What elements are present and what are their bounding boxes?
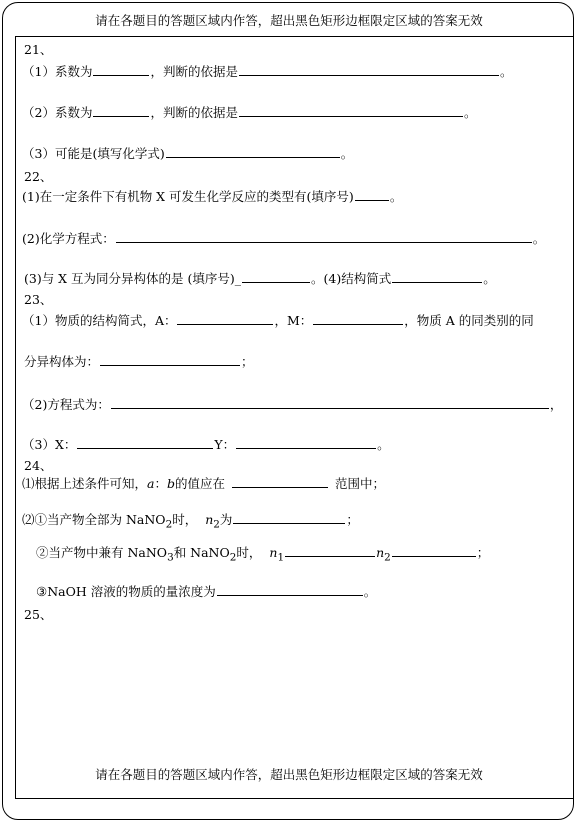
q23-x-blank[interactable] [77, 435, 213, 449]
q25-number: 25、 [24, 607, 53, 622]
sub: 3 [167, 551, 174, 564]
period: 。 [499, 64, 513, 79]
q24-conc-blank[interactable] [217, 582, 363, 596]
comma: ， [549, 397, 563, 412]
q22-p2-blank[interactable] [116, 229, 532, 243]
semicolon: ； [241, 354, 254, 369]
q23-part1-cont [24, 352, 254, 370]
q21-part2 [22, 103, 476, 121]
q24-n1-blank[interactable] [285, 543, 375, 557]
q23-part1 [22, 311, 534, 329]
q21-p2-blank1[interactable] [93, 103, 149, 117]
q23-m-blank[interactable] [313, 311, 403, 325]
q21-number: 21、 [24, 42, 53, 57]
q22-part2 [22, 229, 545, 247]
var-a: a [147, 476, 155, 491]
sub: 2 [213, 518, 220, 531]
q21-p1-blank1[interactable] [93, 62, 149, 76]
q21-p1-label2: ，判断的依据是 [150, 64, 238, 79]
q24-range-blank[interactable] [232, 474, 328, 488]
semicolon: ； [476, 545, 490, 560]
top-notice: 请在各题目的答题区域内作答，超出黑色矩形边框限定区域的答案无效 [95, 13, 483, 28]
q21-p1-blank2[interactable] [239, 62, 499, 76]
period: 。 [532, 231, 546, 246]
q22-p3-label: (3)与 X 互为同分异构体的是 (填序号)_ [24, 271, 242, 286]
q24-n2b-blank[interactable] [392, 543, 476, 557]
sub: 2 [165, 518, 173, 531]
colon: ： [154, 476, 167, 491]
q23-number: 23、 [24, 292, 53, 307]
q22-p2-label: (2)化学方程式： [22, 231, 115, 246]
var-n2: n [376, 545, 385, 560]
q21-p3-blank[interactable] [166, 144, 340, 158]
q22-p4-label: (4)结构简式 [323, 271, 392, 286]
sub: 2 [229, 551, 237, 564]
period: 。 [340, 146, 354, 161]
q23-p1-label: （1）物质的结构简式，A： [22, 313, 177, 328]
period: 。 [311, 271, 324, 286]
q24-part2 [22, 510, 359, 531]
q21-part3 [22, 144, 353, 162]
q21-p1-label: （1）系数为 [22, 64, 93, 79]
q24-n2-blank[interactable] [233, 510, 345, 524]
q22-number: 22、 [24, 169, 53, 184]
q23-p1-label2: ，物质 A 的同类别的同 [404, 313, 534, 328]
period: 。 [483, 271, 496, 286]
q22-p1-blank[interactable] [355, 187, 389, 201]
q23-isomer-blank[interactable] [100, 352, 240, 366]
q24-p1-label: ⑴根据上述条件可知， [22, 476, 148, 491]
q23-a-blank[interactable] [177, 311, 273, 325]
q23-p2-blank[interactable] [111, 395, 549, 409]
q23-x-label: （3）X： [22, 437, 77, 452]
q24-part3 [36, 543, 489, 564]
q24-p2-label3: 为 [219, 512, 233, 527]
q21-p2-label2: ，判断的依据是 [150, 105, 238, 120]
q22-p3-blank1[interactable] [242, 269, 310, 283]
var-n1: n [269, 545, 278, 560]
q24-p2-label: ⑵①当产物全部为 NaNO [22, 512, 166, 527]
q22-part3 [24, 269, 496, 287]
semicolon: ； [346, 512, 359, 527]
sub: 1 [277, 551, 285, 564]
q23-m-label: ，M： [274, 313, 313, 328]
q24-p1-label3: 范围中； [335, 476, 386, 491]
q24-number: 24、 [24, 458, 53, 473]
q23-part3 [22, 435, 390, 453]
period: 。 [389, 189, 403, 204]
q24-p2-label2: 时， [172, 512, 198, 527]
period: 。 [463, 105, 477, 120]
q24-part4 [36, 582, 376, 600]
q21-p2-blank2[interactable] [239, 103, 463, 117]
q21-p3-label: （3）可能是(填写化学式) [22, 146, 165, 161]
q21-part1 [22, 62, 512, 80]
q23-y-blank[interactable] [236, 435, 376, 449]
period: 。 [363, 584, 377, 599]
q21-p2-label: （2）系数为 [22, 105, 93, 120]
q24-p4-label: ③NaOH 溶液的物质的量浓度为 [36, 584, 216, 599]
period: 。 [377, 437, 390, 452]
sub: 2 [384, 551, 391, 564]
q23-p2-label: （2)方程式为： [22, 397, 110, 412]
q22-part1 [22, 187, 402, 205]
q22-p4-blank[interactable] [392, 269, 482, 283]
bottom-notice: 请在各题目的答题区域内作答，超出黑色矩形边框限定区域的答案无效 [95, 767, 483, 782]
q24-part1 [22, 474, 385, 492]
q23-isomer-label: 分异构体为： [24, 354, 100, 369]
var-n: n [205, 512, 214, 527]
q24-p3-label3: 时， [236, 545, 262, 560]
q24-p1-label2: 的值应在 [175, 476, 226, 491]
q24-p3-label2: 和 NaNO [173, 545, 230, 560]
q23-y-label: Y： [214, 437, 236, 452]
q24-p3-label: ②当产物中兼有 NaNO [36, 545, 168, 560]
q22-p1-label: (1)在一定条件下有机物 X 可发生化学反应的类型有(填序号) [22, 189, 354, 204]
q23-part2 [22, 395, 562, 413]
var-b: b [166, 476, 175, 491]
